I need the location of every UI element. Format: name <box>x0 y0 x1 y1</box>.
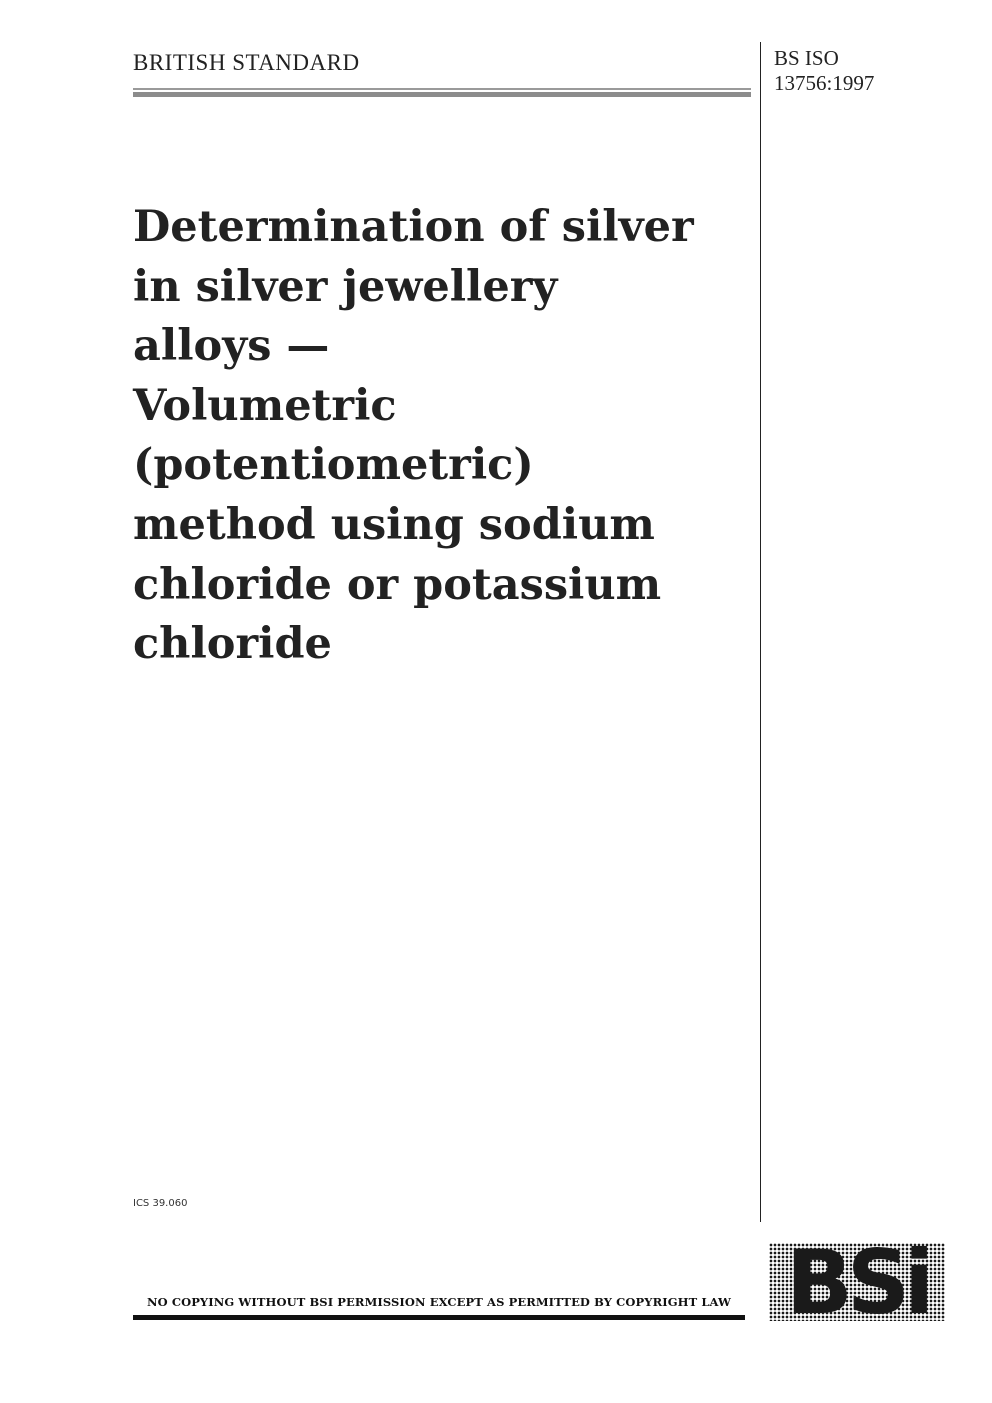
title-line: in silver jewellery <box>133 261 558 312</box>
ics-code: ICS 39.060 <box>133 1198 188 1209</box>
document-number <box>774 46 874 96</box>
document-number-prefix: BS ISO <box>774 46 839 70</box>
title-line: method using sodium <box>133 499 655 550</box>
title-line: alloys — <box>133 321 330 372</box>
header-rule <box>133 88 751 98</box>
title-line: chloride <box>133 619 332 670</box>
copyright-notice: NO COPYING WITHOUT BSI PERMISSION EXCEPT AS PERMITTED BY COPYRIGHT LAW <box>146 1295 732 1309</box>
title-line: Determination of silver <box>133 202 694 252</box>
standard-type-label: BRITISH STANDARD <box>133 50 360 75</box>
bsi-logo-icon <box>769 1243 945 1321</box>
document-number-code: 13756:1997 <box>774 71 875 95</box>
vertical-divider <box>760 42 761 1222</box>
footer-rule <box>133 1315 745 1320</box>
title-line: chloride or potassium <box>133 559 662 610</box>
title-line: Volumetric <box>133 380 397 431</box>
document-title <box>133 198 748 675</box>
bsi-logo-text: BSi <box>785 1243 929 1321</box>
title-line: (potentiometric) <box>133 440 534 491</box>
